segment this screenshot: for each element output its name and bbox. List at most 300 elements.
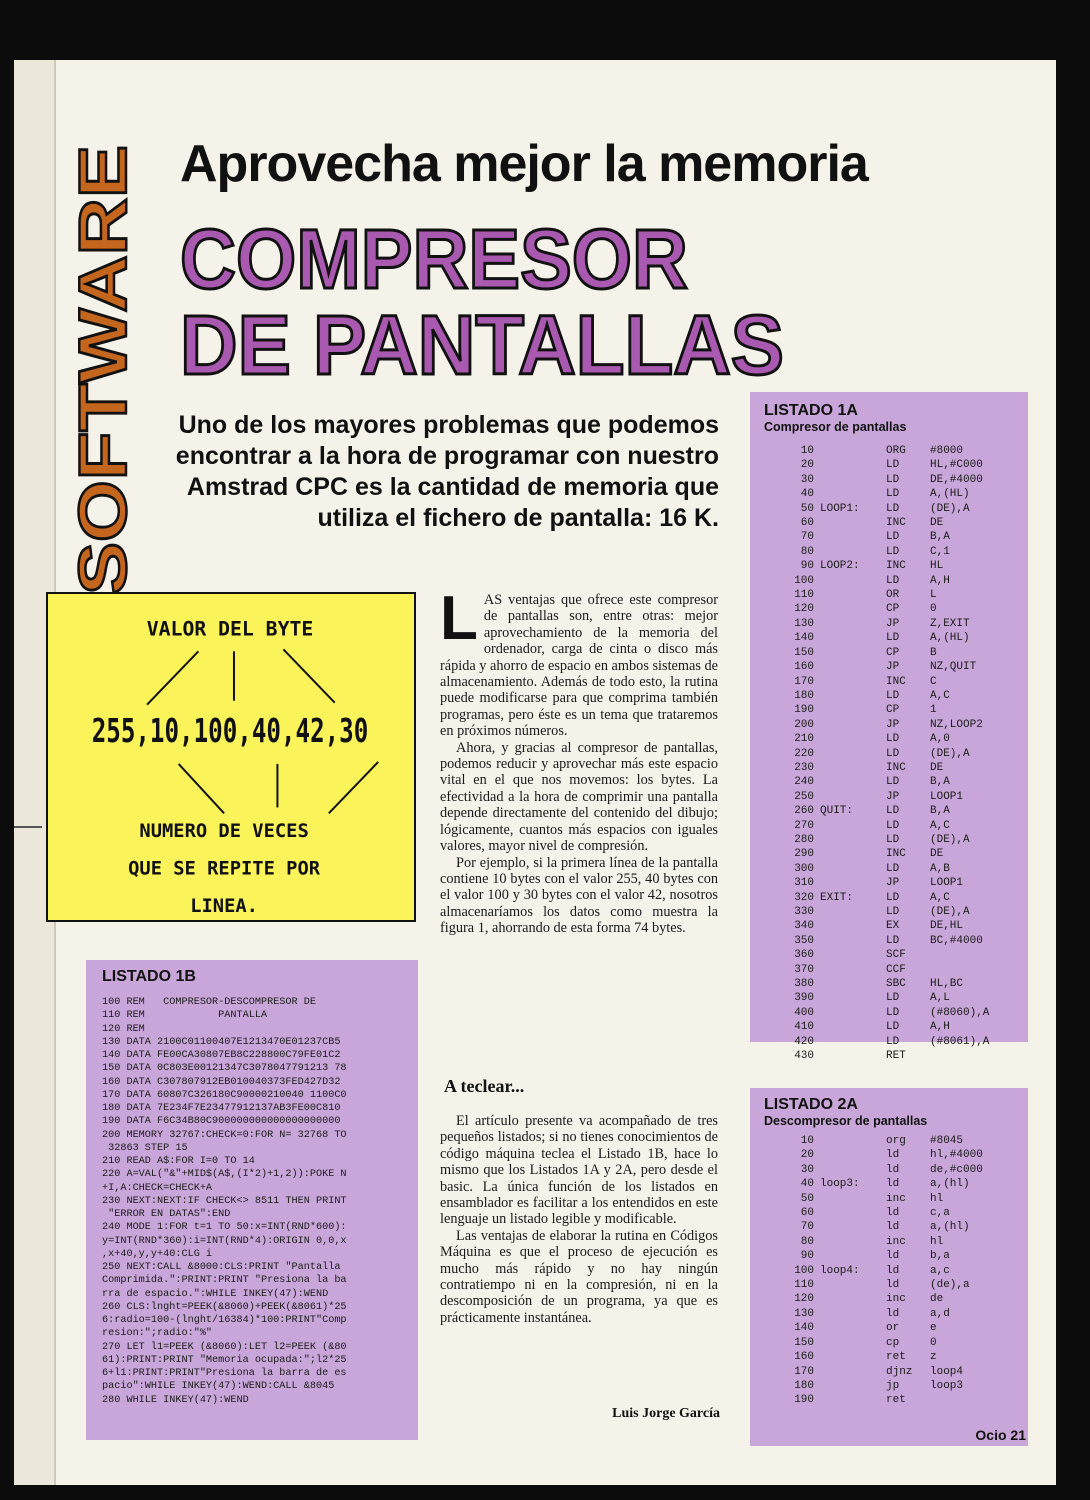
code-line [764, 775, 989, 789]
code-line [764, 1148, 983, 1162]
label [820, 1393, 886, 1407]
code-line [764, 1035, 989, 1049]
article-paragraph-1: LAS ventajas que ofrece este compresor de pantallas son, entre otras: mejor aprovechamiento de la memoria del ordenador, carga de cinta o disco más rápida y ahorro de espacio en ambos sistemas de almacenamiento. Además de todo esto, la rutina puede modificarse para que comprima también programas, pero éste es un tema que trataremos en próximos números. [440, 584, 718, 740]
operand: A,0 [930, 733, 950, 746]
line-number: 230 [794, 761, 814, 774]
label [820, 919, 886, 933]
code-line [764, 1177, 983, 1191]
operand: A,C [930, 819, 950, 832]
operand: (DE),A [930, 906, 970, 918]
opcode: ld [886, 1221, 900, 1234]
line-number: 330 [794, 906, 814, 918]
code-line [764, 631, 989, 645]
operand: #8000 [930, 445, 964, 457]
code-line [764, 1220, 983, 1234]
listing-2a-title: LISTADO 2A [764, 1096, 858, 1113]
operand: C,1 [930, 545, 950, 558]
operand: (de),a [930, 1279, 970, 1292]
author-byline: Luis Jorge García [612, 1406, 720, 1421]
operand: Z,EXIT [930, 617, 970, 630]
line-number: 380 [794, 978, 814, 991]
line-number: 10 [800, 1135, 814, 1147]
listing-2a [750, 1088, 1028, 1446]
operand: B,A [930, 805, 950, 818]
listing-1a-subtitle: Compresor de pantallas [764, 420, 907, 434]
line-number: 160 [794, 1351, 814, 1364]
label [820, 1020, 886, 1034]
opcode: CP [886, 646, 900, 659]
figure-bottom-line-1: NUMERO DE VECES [139, 821, 309, 843]
line-number: 320 [794, 891, 814, 904]
operand: a,(hl) [930, 1221, 970, 1234]
label [820, 444, 886, 458]
code-line [764, 790, 989, 804]
opcode: JP [886, 718, 900, 731]
listing-1a-title: LISTADO 1A [764, 402, 858, 419]
listing-1b [86, 960, 418, 1440]
operand: NZ,QUIT [930, 661, 977, 674]
code-line [764, 559, 989, 573]
opcode: INC [886, 517, 906, 530]
operand: DE,HL [930, 920, 964, 933]
label [820, 1292, 886, 1306]
drop-cap: L [440, 584, 478, 653]
line-number: 90 [800, 1250, 814, 1263]
operand [930, 948, 989, 962]
opcode: LD [886, 906, 900, 918]
code-line [764, 1292, 983, 1306]
opcode: LD [886, 805, 900, 818]
label [820, 862, 886, 876]
label [820, 1220, 886, 1234]
code-line [764, 876, 989, 890]
code-line [764, 602, 989, 616]
figure-byte-values [46, 592, 416, 922]
label [820, 718, 886, 732]
line-number: 150 [794, 1336, 814, 1349]
code-line [764, 574, 989, 588]
operand: DE [930, 517, 944, 530]
opcode: LD [886, 833, 900, 846]
margin-mark [14, 826, 42, 828]
operand: a,(hl) [930, 1178, 970, 1191]
line-number: 90 [800, 560, 814, 573]
operand: LOOP1 [930, 877, 964, 890]
line-number: 260 [794, 805, 814, 818]
code-line [764, 833, 989, 847]
label [820, 1192, 886, 1206]
line-number: 60 [800, 1207, 814, 1220]
line-number: 50 [800, 502, 814, 515]
opcode: inc [886, 1192, 906, 1205]
code-line [764, 1321, 983, 1335]
operand: LOOP1 [930, 790, 964, 803]
opcode: INC [886, 560, 906, 573]
label: loop3: [820, 1178, 860, 1191]
label: EXIT: [820, 891, 854, 904]
label [820, 1379, 886, 1393]
operand: A,B [930, 862, 950, 875]
line-number: 30 [800, 473, 814, 486]
line-number: 100 [794, 574, 814, 587]
opcode: JP [886, 617, 900, 630]
operand: 1 [930, 704, 937, 717]
code-line [764, 473, 989, 487]
code-line [764, 1192, 983, 1206]
line-number: 120 [794, 1293, 814, 1306]
opcode: ld [886, 1279, 900, 1292]
opcode: SCF [886, 949, 906, 962]
opcode: CCF [886, 963, 906, 976]
label [820, 963, 886, 977]
label [820, 660, 886, 674]
opcode: LD [886, 502, 900, 515]
code-line [764, 948, 989, 962]
label [820, 847, 886, 861]
operand [930, 963, 989, 977]
opcode: RET [886, 1050, 906, 1063]
line-number: 40 [800, 1178, 814, 1191]
label [820, 1321, 886, 1335]
listing-1b-title: LISTADO 1B [102, 968, 196, 985]
code-line [764, 1307, 983, 1321]
opcode: LD [886, 632, 900, 645]
listing-1a-code [764, 444, 989, 1063]
label [820, 1235, 886, 1249]
label: LOOP1: [820, 502, 860, 515]
operand: A,H [930, 1021, 950, 1034]
label [820, 1249, 886, 1263]
line-number: 20 [800, 459, 814, 472]
line-number: 390 [794, 992, 814, 1005]
label [820, 458, 886, 472]
opcode: INC [886, 848, 906, 861]
code-line [764, 905, 989, 919]
code-line [764, 819, 989, 833]
opcode: LD [886, 776, 900, 789]
line-number: 100 [794, 1264, 814, 1277]
operand: A,C [930, 689, 950, 702]
operand: de [930, 1293, 944, 1306]
opcode: ld [886, 1264, 900, 1277]
code-line [764, 1379, 983, 1393]
operand: a,d [930, 1307, 950, 1320]
code-line [764, 747, 989, 761]
label [820, 1049, 886, 1063]
label [820, 631, 886, 645]
code-line [764, 502, 989, 516]
label [820, 473, 886, 487]
label [820, 617, 886, 631]
label [820, 689, 886, 703]
code-line [764, 444, 989, 458]
line-number: 420 [794, 1035, 814, 1048]
listing-1a [750, 392, 1028, 1063]
code-line [764, 588, 989, 602]
headline: Aprovecha mejor la memoria [180, 135, 868, 193]
label [820, 1006, 886, 1020]
line-number: 70 [800, 531, 814, 544]
opcode: LD [886, 689, 900, 702]
opcode: ret [886, 1351, 906, 1364]
figure-values: 255,10,100,40,42,30 [91, 712, 369, 751]
listing-2a-subtitle: Descompresor de pantallas [764, 1114, 928, 1128]
operand: HL [930, 560, 944, 573]
line-number: 410 [794, 1021, 814, 1034]
line-number: 370 [794, 963, 814, 976]
operand: hl [930, 1192, 944, 1205]
operand: NZ,LOOP2 [930, 718, 983, 731]
article-paragraph-4: El artículo presente va acompañado de tres pequeños listados; si no tienes conocimientos de código máquina teclea el Listado 1B, hace lo mismo que los Listados 1A y 2A, pero desde el basic. La única función de los listados en ensamblador es facilitar a los entendidos en este lenguaje un listado legible y modificable. [440, 1113, 718, 1228]
code-line [764, 919, 989, 933]
operand: DE [930, 761, 944, 774]
label [820, 703, 886, 717]
code-line [764, 1365, 983, 1379]
code-line [764, 718, 989, 732]
label [820, 905, 886, 919]
operand: DE,#4000 [930, 473, 983, 486]
line-number: 30 [800, 1163, 814, 1176]
opcode: LD [886, 1021, 900, 1034]
opcode: LD [886, 545, 900, 558]
line-number: 140 [794, 1322, 814, 1335]
opcode: JP [886, 661, 900, 674]
operand: (#8061),A [930, 1035, 990, 1048]
line-number: 180 [794, 689, 814, 702]
line-number: 80 [800, 1235, 814, 1248]
label [820, 761, 886, 775]
figure-bottom-line-3: LINEA. [190, 896, 258, 918]
label [820, 833, 886, 847]
operand: A,(HL) [930, 488, 970, 501]
code-line [764, 804, 989, 818]
opcode: LD [886, 733, 900, 746]
opcode: LD [886, 1035, 900, 1048]
label [820, 588, 886, 602]
operand: DE [930, 848, 944, 861]
opcode: LD [886, 531, 900, 544]
opcode: or [886, 1322, 900, 1335]
label [820, 790, 886, 804]
opcode: LD [886, 574, 900, 587]
opcode: LD [886, 488, 900, 501]
operand: (#8060),A [930, 1006, 990, 1019]
line-number: 50 [800, 1192, 814, 1205]
article-paragraph-5: Las ventajas de elaborar la rutina en Códigos Máquina es que el proceso de ejecución es mucho más rápido y no hay ningún contratiempo ni en la compresión, ni en la descomposición de un programa, ya que es prácticamente instantánea. [440, 1227, 718, 1326]
opcode: INC [886, 761, 906, 774]
line-number: 130 [794, 1307, 814, 1320]
label: QUIT: [820, 805, 854, 818]
code-line [764, 689, 989, 703]
code-line [764, 1049, 989, 1063]
line-number: 190 [794, 704, 814, 717]
operand: (DE),A [930, 747, 970, 760]
line-number: 110 [794, 1279, 814, 1292]
opcode: LD [886, 747, 900, 760]
opcode: ORG [886, 445, 906, 457]
code-line [764, 963, 989, 977]
operand: #8045 [930, 1135, 964, 1147]
label [820, 1035, 886, 1049]
listing-1b-code: 100 REM COMPRESOR-DESCOMPRESOR DE 110 REM PANTALLA 120 REM 130 DATA 2100C01100407E1213470E01237CB5 140 DATA FE00CA30807EB8C228800C79FE01C2 150 DATA 0C803E00121347C3078047791213 78 160 DATA C307807912EB010040373FED427D32 170 DATA 60807C326180C90000210040 1100C0 180 DATA 7E234F7E23477912137AB3FE00C810 190 DATA F6C34B80C900000000000000000000 200 MEMORY 32767:CHECK=0:FOR N= 32768 TO 32863 STEP 15 210 READ A$:FOR I=0 TO 14 220 A=VAL("&"+MID$(A$,(I*2)+1,2)):POKE N +I,A:CHECK=CHECK+A 230 NEXT:NEXT:IF CHECK<> 8511 THEN PRINT "ERROR EN DATAS":END 240 MODE 1:FOR t=1 TO 50:x=INT(RND*600): y=INT(RND*360):i=INT(RND*4):ORIGIN 0,0,x ,x+40,y,y+40:CLG i 250 NEXT:CALL &8000:CLS:PRINT "Pantalla Comprimida.":PRINT:PRINT "Presiona la ba rra de espacio.":WHILE INKEY(47):WEND 260 CLS:lnght=PEEK(&8060)+PEEK(&8061)*25 6:radio=100-(lnght/16384)*100:PRINT"Comp resion:";radio:"%" 270 LET l1=PEEK (&8060):LET l2=PEEK (&80 61):PRINT:PRINT "Memoria ocupada:";l2*25 6+l1:PRINT:PRINT"Presiona la barra de es pacio":WHILE INKEY(47):WEND:CALL &8045 280 WHILE INKEY(47):WEND [102, 997, 347, 1406]
code-line [764, 617, 989, 631]
label [820, 775, 886, 789]
line-number: 200 [794, 718, 814, 731]
opcode: ld [886, 1307, 900, 1320]
label: LOOP2: [820, 560, 860, 573]
label [820, 991, 886, 1005]
opcode: LD [886, 862, 900, 875]
line-number: 430 [794, 1050, 814, 1063]
code-line [764, 1249, 983, 1263]
opcode: SBC [886, 978, 906, 991]
code-line [764, 732, 989, 746]
code-line [764, 1336, 983, 1350]
label [820, 747, 886, 761]
operand: HL,BC [930, 978, 964, 991]
operand: 0 [930, 603, 937, 616]
line-number: 180 [794, 1379, 814, 1392]
operand: c,a [930, 1207, 950, 1220]
line-number: 300 [794, 862, 814, 875]
opcode: LD [886, 992, 900, 1005]
code-line [764, 530, 989, 544]
line-number: 240 [794, 776, 814, 789]
line-number: 350 [794, 934, 814, 947]
code-line [764, 703, 989, 717]
figure-top-label: VALOR DEL BYTE [146, 617, 314, 641]
line-number: 400 [794, 1006, 814, 1019]
operand: B,A [930, 531, 950, 544]
operand [930, 1049, 989, 1063]
operand: A,H [930, 574, 950, 587]
opcode: LD [886, 1006, 900, 1019]
line-number: 20 [800, 1149, 814, 1162]
opcode: inc [886, 1293, 906, 1306]
opcode: INC [886, 675, 906, 688]
opcode: CP [886, 704, 900, 717]
operand: C [930, 675, 937, 688]
label [820, 977, 886, 991]
opcode: org [886, 1135, 906, 1147]
line-number: 290 [794, 848, 814, 861]
operand: hl [930, 1235, 944, 1248]
label [820, 530, 886, 544]
code-line [764, 761, 989, 775]
label [820, 1206, 886, 1220]
code-line [764, 847, 989, 861]
operand: z [930, 1351, 937, 1364]
label [820, 1365, 886, 1379]
code-line [764, 891, 989, 905]
title-line-2: DE PANTALLAS [180, 298, 784, 392]
code-line [764, 862, 989, 876]
code-line [764, 1020, 989, 1034]
article-body [440, 584, 718, 937]
operand: L [930, 589, 937, 602]
operand: hl,#4000 [930, 1149, 983, 1162]
label: loop4: [820, 1264, 860, 1277]
label [820, 1336, 886, 1350]
label [820, 646, 886, 660]
code-line [764, 1134, 983, 1148]
label [820, 1163, 886, 1177]
code-line [764, 934, 989, 948]
operand: (DE),A [930, 502, 970, 515]
operand: B,A [930, 776, 950, 789]
operand: a,c [930, 1264, 950, 1277]
operand: b,a [930, 1250, 950, 1263]
operand: (DE),A [930, 833, 970, 846]
line-number: 170 [794, 675, 814, 688]
opcode: JP [886, 877, 900, 890]
opcode: JP [886, 790, 900, 803]
operand: loop3 [930, 1379, 964, 1392]
label [820, 819, 886, 833]
opcode: ret [886, 1394, 906, 1407]
page-folio: Ocio 21 [975, 1427, 1026, 1443]
opcode: LD [886, 459, 900, 472]
line-number: 360 [794, 949, 814, 962]
opcode: jp [886, 1379, 900, 1392]
line-number: 220 [794, 747, 814, 760]
code-line [764, 977, 989, 991]
opcode: LD [886, 934, 900, 947]
code-line [764, 660, 989, 674]
line-number: 170 [794, 1365, 814, 1378]
operand: A,L [930, 992, 950, 1005]
opcode: EX [886, 920, 900, 933]
label [820, 948, 886, 962]
code-line [764, 991, 989, 1005]
line-number: 270 [794, 819, 814, 832]
operand: loop4 [930, 1365, 964, 1378]
line-number: 280 [794, 833, 814, 846]
article-title [174, 210, 814, 392]
line-number: 40 [800, 488, 814, 501]
code-line [764, 1006, 989, 1020]
code-line [764, 1206, 983, 1220]
operand: de,#c000 [930, 1163, 983, 1176]
label [820, 574, 886, 588]
subheading: A teclear... [444, 1076, 525, 1096]
article-body-2 [440, 1113, 718, 1326]
opcode: LD [886, 473, 900, 486]
code-line [764, 1278, 983, 1292]
label [820, 1350, 886, 1364]
opcode: OR [886, 589, 900, 602]
operand: BC,#4000 [930, 934, 983, 947]
operand: HL,#C000 [930, 459, 983, 472]
section-label-text: SOFTWARE [65, 209, 141, 595]
opcode: cp [886, 1336, 900, 1349]
label [820, 732, 886, 746]
code-line [764, 1163, 983, 1177]
code-line [764, 1235, 983, 1249]
line-number: 210 [794, 733, 814, 746]
line-number: 250 [794, 790, 814, 803]
operand [930, 1393, 983, 1407]
line-number: 80 [800, 545, 814, 558]
label [820, 1148, 886, 1162]
intro-text: Uno de los mayores problemas que podemos encontrar a la hora de programar con nuestro Amstrad CPC es la cantidad de memoria que utiliza el fichero de pantalla: 16 K. [175, 411, 719, 532]
opcode: LD [886, 819, 900, 832]
operand: 0 [930, 1336, 937, 1349]
line-number: 310 [794, 877, 814, 890]
line-number: 160 [794, 661, 814, 674]
code-line [764, 1264, 983, 1278]
label [820, 876, 886, 890]
